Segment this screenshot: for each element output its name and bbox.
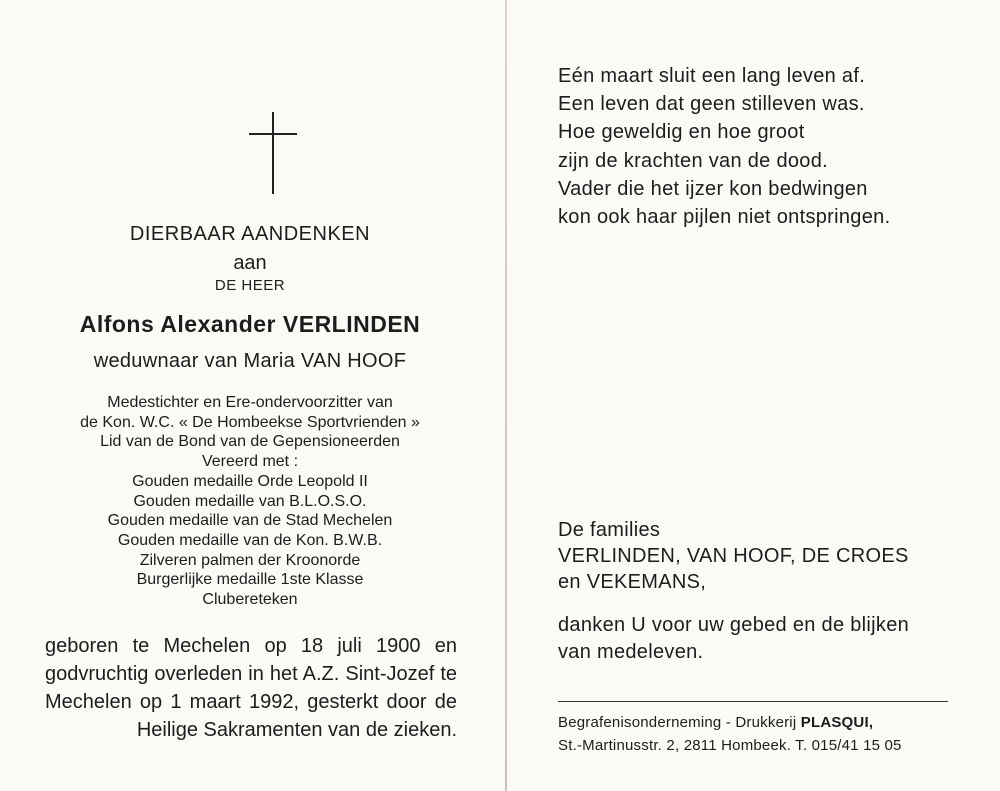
printer-prefix: Begrafenisonderneming - Drukkerij: [558, 714, 801, 731]
printer-info: [558, 711, 902, 757]
honor-line: de Kon. W.C. « De Hombeekse Sportvrienden »: [80, 413, 420, 431]
to-label: aan: [233, 252, 267, 274]
poem-line: Een leven dat geen stilleven was.: [558, 93, 865, 116]
poem: [558, 62, 890, 231]
cross-icon: [249, 112, 299, 194]
widower-line: weduwnaar van Maria VAN HOOF: [93, 350, 407, 372]
families-line: VERLINDEN, VAN HOOF, DE CROES: [558, 545, 909, 567]
families-line: De families: [558, 519, 661, 541]
thanks-line: van medeleven.: [558, 641, 704, 663]
thanks-line: danken U voor uw gebed en de blijken: [558, 614, 910, 636]
families-line: en VEKEMANS,: [558, 571, 707, 593]
families: [558, 517, 909, 595]
honor-line: Vereerd met :: [201, 453, 299, 471]
divider: [558, 701, 948, 702]
honors-list: [30, 393, 470, 610]
biography: geboren te Mechelen op 18 juli 1900 en godvruchtig overleden in het A.Z. Sint-Jozef te Mechelen op 1 maart 1992, gesterkt door de Heilige Sakramenten van de zieken.: [45, 635, 457, 741]
poem-line: Hoe geweldig en hoe groot: [558, 121, 805, 144]
right-panel: [558, 0, 968, 791]
left-panel: [30, 0, 470, 791]
honor-line: Gouden medaille van de Kon. B.W.B.: [117, 531, 383, 549]
printer-address: St.-Martinusstr. 2, 2811 Hombeek. T. 015/41 15 05: [558, 737, 902, 754]
honor-line: Zilveren palmen der Kroonorde: [139, 551, 361, 569]
deceased-name: Alfons Alexander VERLINDEN: [79, 311, 421, 337]
honor-line: Lid van de Bond van de Gepensioneerden: [100, 433, 400, 451]
honor-line: Gouden medaille van de Stad Mechelen: [107, 512, 393, 530]
poem-line: Vader die het ijzer kon bedwingen: [558, 177, 868, 200]
printer-name: PLASQUI,: [800, 714, 874, 731]
poem-line: zijn de krachten van de dood.: [558, 149, 828, 172]
title-label: DE HEER: [214, 277, 286, 294]
honor-line: Gouden medaille van B.L.O.S.O.: [133, 492, 367, 510]
honor-line: Medestichter en Ere-ondervoorzitter van: [107, 394, 393, 411]
poem-line: kon ook haar pijlen niet ontspringen.: [558, 206, 891, 229]
honor-line: Burgerlijke medaille 1ste Klasse: [136, 571, 364, 589]
heading: DIERBAAR AANDENKEN: [129, 223, 371, 245]
card-fold: [505, 0, 507, 791]
poem-line: Eén maart sluit een lang leven af.: [558, 65, 866, 87]
printer-line: [558, 711, 902, 734]
honor-line: Clubereteken: [202, 591, 298, 609]
honor-line: Gouden medaille Orde Leopold II: [132, 472, 368, 490]
thanks: [558, 612, 909, 666]
